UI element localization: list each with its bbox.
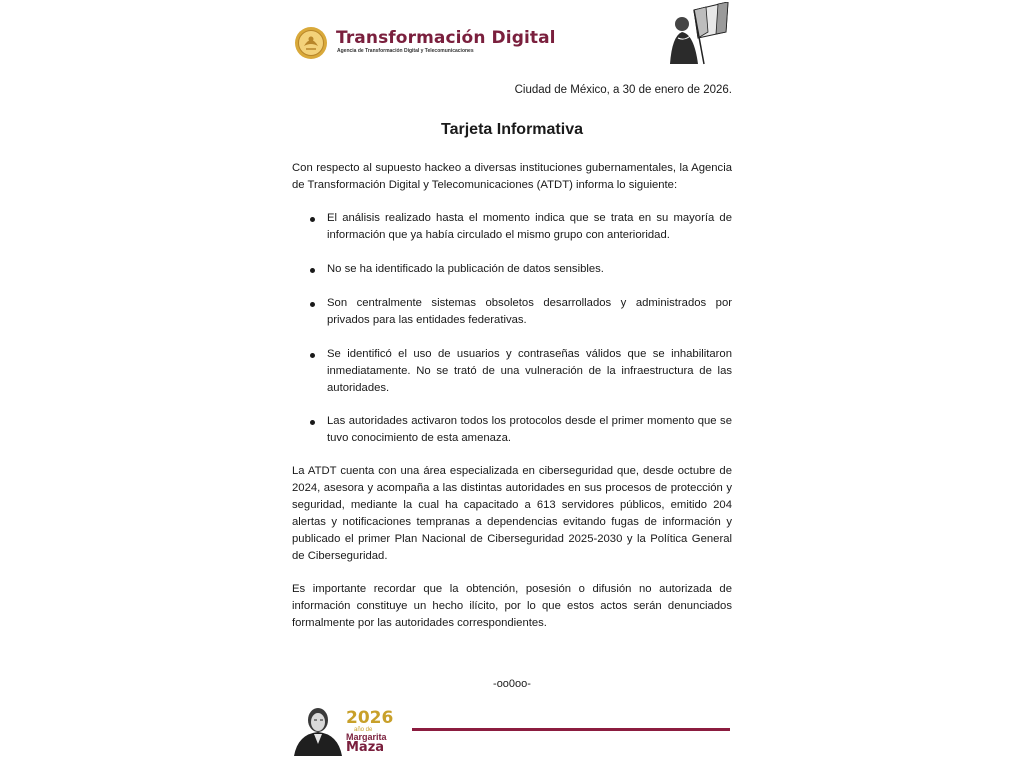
list-item-text: Las autoridades activaron todos los protocolos desde el primer momento que se tuvo conocimiento de esta amenaza. xyxy=(327,415,732,444)
bullet-icon xyxy=(310,268,315,273)
brand-subtitle: Agencia de Transformación Digital y Telecomunicaciones xyxy=(337,48,474,54)
cybersecurity-paragraph: La ATDT cuenta con una área especializada en ciberseguridad que, desde octubre de 2024, asesora y acompaña a las distintas autoridades en sus procesos de protección y seguridad, mediante la cual ha capacitado a 613 servidores públicos, emitido 204 alertas y notificaciones tempranas a dependencias evitando fugas de información y publicado el primer Plan Nacional de Ciberseguridad 2025-2030 y la Política General de Ciberseguridad. xyxy=(292,465,732,562)
year-name-first: Margarita xyxy=(346,732,387,742)
document-title: Tarjeta Informativa xyxy=(441,121,583,138)
bullet-icon xyxy=(310,302,315,307)
list-item-text: Son centralmente sistemas obsoletos desarrollados y administrados por privados para las entidades federativas. xyxy=(327,297,732,326)
national-seal-icon xyxy=(294,26,328,60)
margarita-maza-portrait-icon xyxy=(292,704,344,756)
list-item-text: No se ha identificado la publicación de datos sensibles. xyxy=(327,263,604,275)
bullet-icon xyxy=(310,353,315,358)
closing-mark: -oo0oo- xyxy=(493,678,531,690)
flag-bearer-illustration-icon xyxy=(664,2,730,66)
bullet-icon xyxy=(310,217,315,222)
footer-divider xyxy=(412,728,730,731)
year-name-last: Maza xyxy=(346,740,385,755)
year-number: 2026 xyxy=(346,708,394,728)
legal-warning-paragraph: Es importante recordar que la obtención, posesión o difusión no autorizada de información constituye un hecho ilícito, por lo que estos actos serán denunciados formalmente por las autoridades correspondientes. xyxy=(292,583,732,629)
list-item-text: El análisis realizado hasta el momento indica que se trata en su mayoría de información que ya había circulado el mismo grupo con anterioridad. xyxy=(327,212,732,241)
date-line: Ciudad de México, a 30 de enero de 2026. xyxy=(514,84,732,96)
brand-title: Transformación Digital xyxy=(336,28,556,48)
year-of-label: año de xyxy=(354,727,373,733)
list-item-text: Se identificó el uso de usuarios y contraseñas válidos que se inhabilitaron inmediatamente. No se trató de una vulneración de la infraestructura de las autoridades. xyxy=(327,348,732,394)
bullet-icon xyxy=(310,420,315,425)
intro-paragraph: Con respecto al supuesto hackeo a diversas instituciones gubernamentales, la Agencia de Transformación Digital y Telecomunicaciones (ATDT) informa lo siguiente: xyxy=(292,162,732,191)
year-badge xyxy=(346,710,406,758)
